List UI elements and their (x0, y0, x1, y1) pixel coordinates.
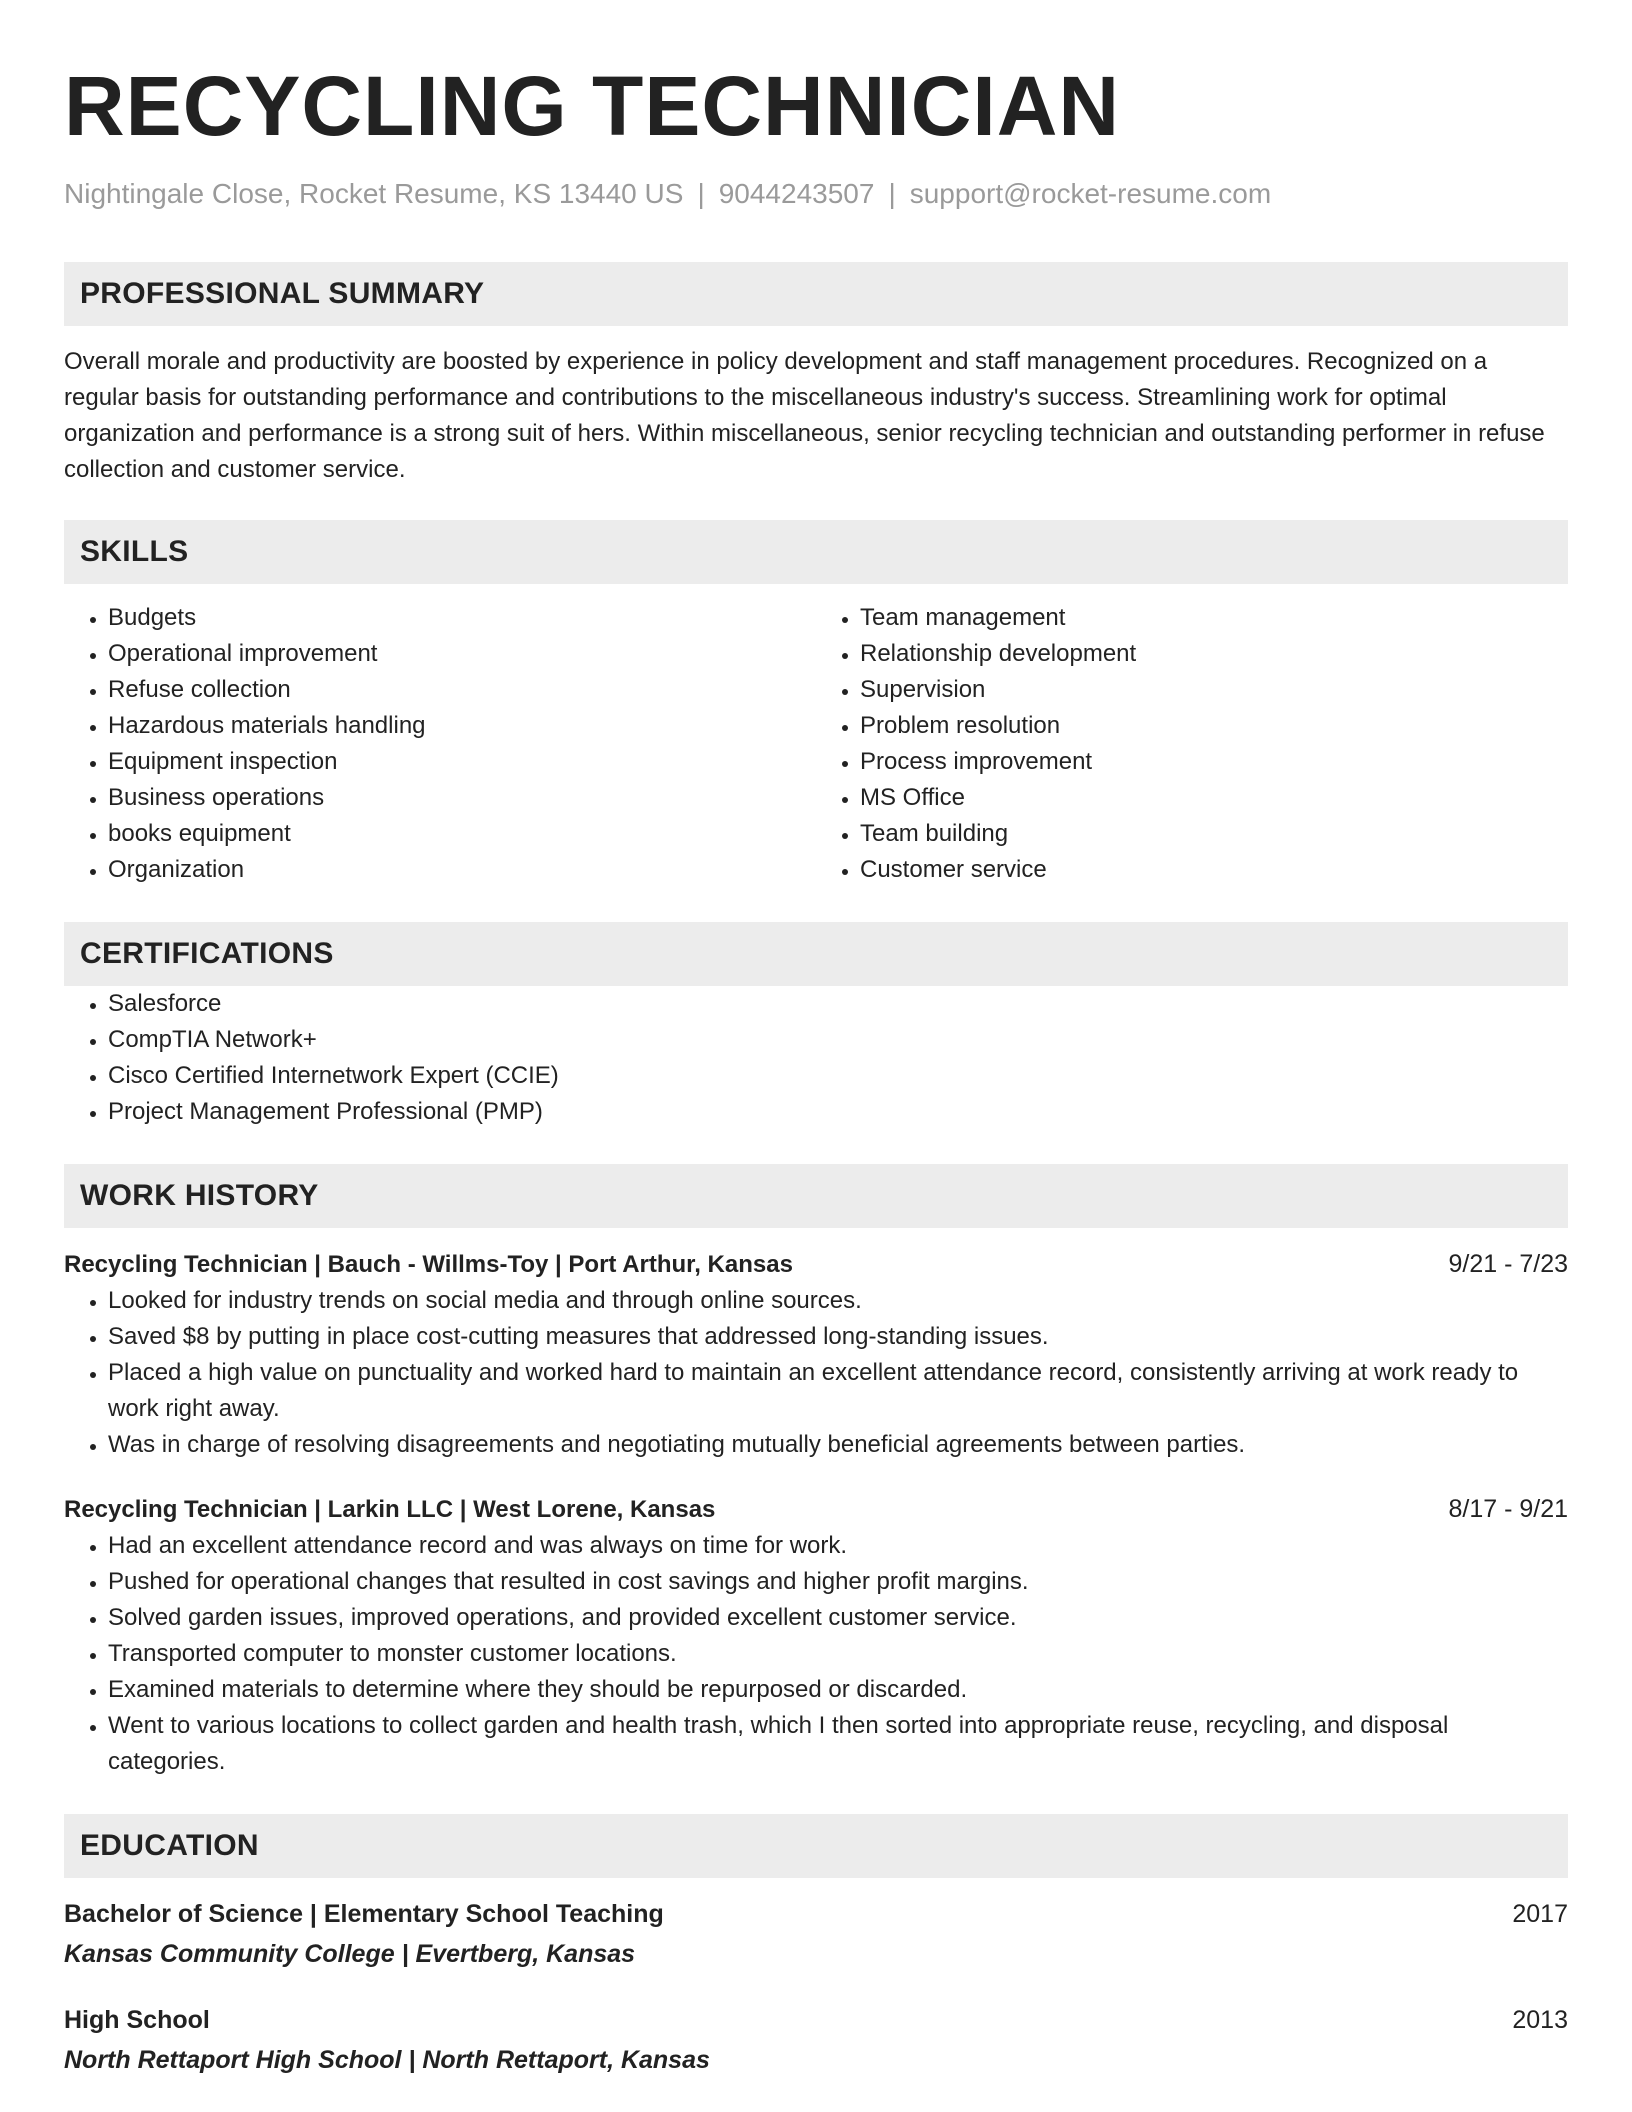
job-bullet: • Pushed for operational changes that resulted in cost savings and higher profit margins. (108, 1564, 1568, 1600)
section-heading-summary: PROFESSIONAL SUMMARY (64, 262, 1568, 326)
section-heading-work-history: WORK HISTORY (64, 1164, 1568, 1228)
job-header (64, 1491, 1568, 1528)
education-degree: Bachelor of Science | Elementary School Teaching (64, 1900, 664, 1928)
education-entry (64, 1896, 1568, 1972)
skill-item: • MS Office (860, 780, 1568, 816)
certification-item: • Cisco Certified Internetwork Expert (CCIE) (108, 1058, 1568, 1094)
job-bullet: • Solved garden issues, improved operations, and provided excellent customer service. (108, 1600, 1568, 1636)
job-title: Recycling Technician | Bauch - Willms-Toy | Port Arthur, Kansas (64, 1251, 793, 1278)
skills-list-left (64, 600, 816, 888)
job-bullet: • Examined materials to determine where they should be repurposed or discarded. (108, 1672, 1568, 1708)
contact-phone: 9044243507 (718, 178, 875, 209)
job-bullets (64, 1283, 1568, 1463)
skill-item: • Process improvement (860, 744, 1568, 780)
certification-item: • Salesforce (108, 986, 1568, 1022)
contact-separator: | (697, 178, 705, 209)
education-header (64, 1896, 1568, 1932)
certification-item: • CompTIA Network+ (108, 1022, 1568, 1058)
education-entry (64, 2002, 1568, 2078)
contact-separator: | (888, 178, 896, 209)
job-bullet: • Looked for industry trends on social media and through online sources. (108, 1283, 1568, 1319)
skill-item: • Business operations (108, 780, 816, 816)
education-school: North Rettaport High School | North Rettaport, Kansas (64, 2046, 710, 2074)
contact-line (64, 176, 1568, 212)
skill-item: • Hazardous materials handling (108, 708, 816, 744)
section-heading-skills: SKILLS (64, 520, 1568, 584)
skill-item: • Equipment inspection (108, 744, 816, 780)
job-title: Recycling Technician | Larkin LLC | West Lorene, Kansas (64, 1496, 716, 1523)
job-dates: 8/17 - 9/21 (1448, 1495, 1568, 1523)
job-bullet: • Went to various locations to collect garden and health trash, which I then sorted into appropriate reuse, recycling, and disposal categories. (108, 1708, 1568, 1780)
skill-item: • Organization (108, 852, 816, 888)
skill-item: • Problem resolution (860, 708, 1568, 744)
skill-item: • Operational improvement (108, 636, 816, 672)
skill-item: • Supervision (860, 672, 1568, 708)
job-bullets (64, 1528, 1568, 1780)
resume-title: RECYCLING TECHNICIAN (64, 59, 1121, 153)
job-entry (64, 1491, 1568, 1780)
job-bullet: • Had an excellent attendance record and was always on time for work. (108, 1528, 1568, 1564)
skill-item: • Customer service (860, 852, 1568, 888)
education-year: 2013 (1512, 2006, 1568, 2034)
section-heading-certifications: CERTIFICATIONS (64, 922, 1568, 986)
job-dates: 9/21 - 7/23 (1448, 1250, 1568, 1278)
skill-item: • Relationship development (860, 636, 1568, 672)
skill-item: • Budgets (108, 600, 816, 636)
education-header (64, 2002, 1568, 2038)
skills-grid (64, 600, 1568, 888)
certifications-list (64, 986, 1568, 1130)
summary-text: Overall morale and productivity are boosted by experience in policy development and staff management procedures. Recognized on a regular basis for outstanding performance and contributions to the miscellaneous industry's success. Streamlining work for optimal organization and performance is a strong suit of hers. Within miscellaneous, senior recycling technician and outstanding performer in refuse collection and customer service. (64, 348, 1545, 483)
skills-list-right (816, 600, 1568, 888)
job-bullet: • Was in charge of resolving disagreements and negotiating mutually beneficial agreements between parties. (108, 1427, 1568, 1463)
skill-item: • Team management (860, 600, 1568, 636)
job-header (64, 1246, 1568, 1283)
job-entry (64, 1246, 1568, 1463)
education-year: 2017 (1512, 1900, 1568, 1928)
section-heading-education: EDUCATION (64, 1814, 1568, 1878)
job-bullet: • Placed a high value on punctuality and worked hard to maintain an excellent attendance record, consistently arriving at work ready to work right away. (108, 1355, 1568, 1427)
education-school: Kansas Community College | Evertberg, Kansas (64, 1940, 636, 1968)
contact-email: support@rocket-resume.com (909, 178, 1272, 209)
job-bullet: • Saved $8 by putting in place cost-cutting measures that addressed long-standing issues. (108, 1319, 1568, 1355)
skill-item: • Refuse collection (108, 672, 816, 708)
skills-column-left (64, 600, 816, 888)
certification-item: • Project Management Professional (PMP) (108, 1094, 1568, 1130)
job-bullet: • Transported computer to monster customer locations. (108, 1636, 1568, 1672)
skill-item: • books equipment (108, 816, 816, 852)
contact-address: Nightingale Close, Rocket Resume, KS 13440 US (64, 178, 684, 209)
skill-item: • Team building (860, 816, 1568, 852)
education-degree: High School (64, 2006, 210, 2034)
skills-column-right (816, 600, 1568, 888)
